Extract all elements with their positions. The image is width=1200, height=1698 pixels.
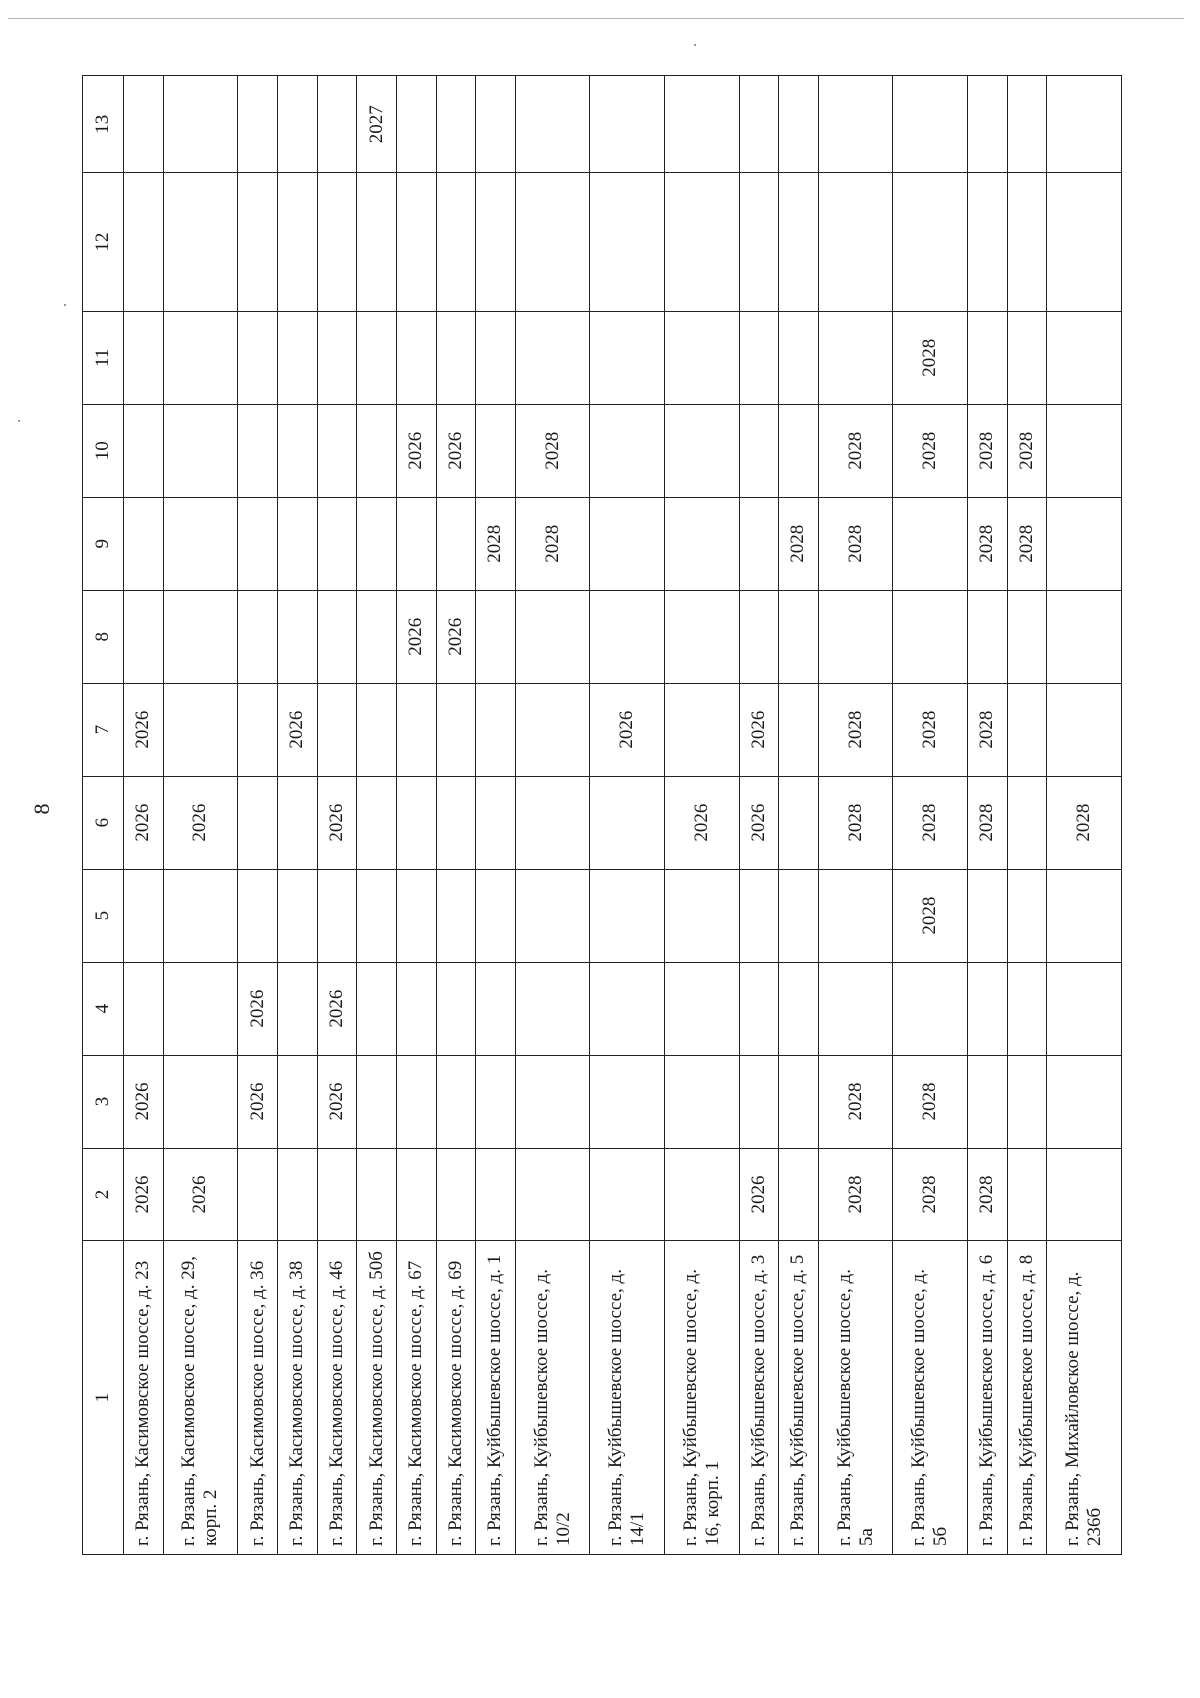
year-cell xyxy=(357,404,397,497)
year-cell xyxy=(357,173,397,311)
page-number: 8 xyxy=(29,803,54,815)
year-cell xyxy=(893,962,968,1055)
year-cell xyxy=(357,311,397,404)
year-cell xyxy=(436,1148,476,1241)
year-cell: 2026 xyxy=(739,1148,779,1241)
address-cell: г. Рязань, Куйбышевское шоссе, д. 1 xyxy=(476,1241,516,1555)
year-cell xyxy=(238,1148,278,1241)
year-cell xyxy=(277,962,317,1055)
year-cell xyxy=(277,497,317,590)
table-row xyxy=(357,76,397,1555)
year-cell xyxy=(396,1055,436,1148)
year-cell xyxy=(893,590,968,683)
year-cell xyxy=(163,683,238,776)
year-cell xyxy=(476,590,516,683)
year-cell: 2026 xyxy=(124,1148,164,1241)
table-row xyxy=(1047,76,1122,1555)
column-header-1: 1 xyxy=(83,1241,124,1555)
year-cell: 2026 xyxy=(396,404,436,497)
year-cell: 2028 xyxy=(779,497,819,590)
year-cell xyxy=(124,869,164,962)
year-cell xyxy=(893,497,968,590)
year-cell: 2028 xyxy=(893,683,968,776)
year-cell xyxy=(476,869,516,962)
year-cell xyxy=(396,683,436,776)
year-cell: 2028 xyxy=(818,776,893,869)
year-cell xyxy=(1007,683,1047,776)
year-cell xyxy=(357,1148,397,1241)
year-cell: 2028 xyxy=(1047,776,1122,869)
address-cell: г. Рязань, Куйбышевское шоссе, д. 5а xyxy=(818,1241,893,1555)
year-cell xyxy=(664,1148,739,1241)
year-cell xyxy=(515,962,590,1055)
year-cell xyxy=(277,1148,317,1241)
scan-edge-line xyxy=(8,18,1184,19)
year-cell: 2028 xyxy=(818,404,893,497)
year-cell xyxy=(590,869,665,962)
year-cell xyxy=(1047,76,1122,173)
year-cell xyxy=(357,590,397,683)
table-row xyxy=(163,76,238,1555)
year-cell xyxy=(739,311,779,404)
year-cell xyxy=(277,590,317,683)
table-row xyxy=(238,76,278,1555)
year-cell xyxy=(317,1148,357,1241)
schedule-table xyxy=(82,75,1122,1555)
year-cell xyxy=(476,173,516,311)
year-cell: 2026 xyxy=(664,776,739,869)
year-cell: 2028 xyxy=(893,776,968,869)
year-cell xyxy=(664,173,739,311)
year-cell xyxy=(590,962,665,1055)
year-cell xyxy=(1007,311,1047,404)
year-cell xyxy=(163,590,238,683)
year-cell: 2028 xyxy=(967,683,1007,776)
year-cell: 2028 xyxy=(893,1148,968,1241)
year-cell xyxy=(317,869,357,962)
year-cell xyxy=(1047,1148,1122,1241)
year-cell xyxy=(1047,962,1122,1055)
year-cell xyxy=(1007,590,1047,683)
year-cell xyxy=(664,311,739,404)
year-cell xyxy=(357,869,397,962)
year-cell xyxy=(277,76,317,173)
year-cell xyxy=(124,497,164,590)
year-cell xyxy=(436,1055,476,1148)
address-cell: г. Рязань, Куйбышевское шоссе, д. 14/1 xyxy=(590,1241,665,1555)
year-cell xyxy=(317,590,357,683)
year-cell xyxy=(590,497,665,590)
year-cell xyxy=(357,776,397,869)
year-cell: 2028 xyxy=(967,1148,1007,1241)
table-row xyxy=(476,76,516,1555)
year-cell xyxy=(1047,590,1122,683)
column-header-12: 12 xyxy=(83,173,124,311)
year-cell xyxy=(396,497,436,590)
year-cell xyxy=(739,962,779,1055)
table-row xyxy=(277,76,317,1555)
address-cell: г. Рязань, Куйбышевское шоссе, д. 6 xyxy=(967,1241,1007,1555)
year-cell: 2026 xyxy=(163,776,238,869)
year-cell xyxy=(590,76,665,173)
year-cell: 2028 xyxy=(818,1055,893,1148)
year-cell xyxy=(436,962,476,1055)
year-cell xyxy=(779,776,819,869)
year-cell: 2028 xyxy=(967,776,1007,869)
year-cell xyxy=(163,76,238,173)
year-cell xyxy=(779,590,819,683)
year-cell: 2026 xyxy=(124,776,164,869)
address-cell: г. Рязань, Касимовское шоссе, д. 23 xyxy=(124,1241,164,1555)
address-cell: г. Рязань, Касимовское шоссе, д. 69 xyxy=(436,1241,476,1555)
year-cell xyxy=(436,173,476,311)
year-cell xyxy=(590,776,665,869)
year-cell: 2028 xyxy=(476,497,516,590)
year-cell: 2026 xyxy=(238,962,278,1055)
table-header-row xyxy=(83,76,124,1555)
year-cell xyxy=(277,311,317,404)
year-cell: 2026 xyxy=(124,683,164,776)
year-cell xyxy=(163,962,238,1055)
year-cell xyxy=(396,776,436,869)
year-cell: 2026 xyxy=(436,590,476,683)
year-cell: 2026 xyxy=(739,683,779,776)
address-cell: г. Рязань, Касимовское шоссе, д. 38 xyxy=(277,1241,317,1555)
table-row xyxy=(436,76,476,1555)
column-header-10: 10 xyxy=(83,404,124,497)
year-cell xyxy=(818,590,893,683)
year-cell xyxy=(396,869,436,962)
address-cell: г. Рязань, Куйбышевское шоссе, д. 8 xyxy=(1007,1241,1047,1555)
year-cell xyxy=(436,76,476,173)
column-header-2: 2 xyxy=(83,1148,124,1241)
year-cell xyxy=(1047,683,1122,776)
year-cell xyxy=(515,311,590,404)
year-cell: 2026 xyxy=(436,404,476,497)
year-cell xyxy=(277,869,317,962)
year-cell xyxy=(779,1148,819,1241)
address-cell: г. Рязань, Касимовское шоссе, д. 67 xyxy=(396,1241,436,1555)
year-cell xyxy=(515,683,590,776)
year-cell xyxy=(1007,1055,1047,1148)
year-cell xyxy=(818,962,893,1055)
year-cell xyxy=(1047,1055,1122,1148)
year-cell xyxy=(163,311,238,404)
table-row xyxy=(739,76,779,1555)
year-cell xyxy=(163,1055,238,1148)
year-cell: 2026 xyxy=(317,776,357,869)
year-cell: 2026 xyxy=(277,683,317,776)
year-cell xyxy=(476,1148,516,1241)
year-cell: 2026 xyxy=(396,590,436,683)
year-cell xyxy=(1007,869,1047,962)
year-cell: 2027 xyxy=(357,76,397,173)
year-cell: 2028 xyxy=(818,683,893,776)
year-cell xyxy=(238,173,278,311)
year-cell xyxy=(779,962,819,1055)
year-cell xyxy=(1047,311,1122,404)
year-cell xyxy=(515,76,590,173)
year-cell xyxy=(967,173,1007,311)
year-cell xyxy=(317,497,357,590)
year-cell xyxy=(779,76,819,173)
year-cell xyxy=(317,311,357,404)
year-cell xyxy=(664,404,739,497)
year-cell: 2028 xyxy=(818,1148,893,1241)
year-cell: 2028 xyxy=(515,497,590,590)
year-cell xyxy=(124,311,164,404)
year-cell xyxy=(779,404,819,497)
column-header-4: 4 xyxy=(83,962,124,1055)
column-header-11: 11 xyxy=(83,311,124,404)
year-cell xyxy=(967,1055,1007,1148)
year-cell xyxy=(779,173,819,311)
year-cell xyxy=(739,76,779,173)
year-cell xyxy=(238,311,278,404)
table-row xyxy=(818,76,893,1555)
year-cell xyxy=(515,590,590,683)
year-cell: 2028 xyxy=(967,497,1007,590)
year-cell: 2026 xyxy=(238,1055,278,1148)
year-cell xyxy=(664,683,739,776)
year-cell: 2026 xyxy=(317,962,357,1055)
table-row xyxy=(317,76,357,1555)
year-cell xyxy=(664,590,739,683)
year-cell xyxy=(238,76,278,173)
year-cell xyxy=(967,76,1007,173)
year-cell xyxy=(476,76,516,173)
year-cell xyxy=(967,962,1007,1055)
year-cell xyxy=(238,869,278,962)
year-cell xyxy=(818,76,893,173)
table-row xyxy=(515,76,590,1555)
year-cell xyxy=(818,173,893,311)
year-cell xyxy=(779,1055,819,1148)
year-cell xyxy=(590,173,665,311)
year-cell xyxy=(163,404,238,497)
year-cell xyxy=(277,776,317,869)
year-cell: 2028 xyxy=(893,869,968,962)
year-cell xyxy=(396,76,436,173)
year-cell xyxy=(1047,173,1122,311)
year-cell xyxy=(590,1055,665,1148)
year-cell xyxy=(163,497,238,590)
address-cell: г. Рязань, Куйбышевское шоссе, д. 3 xyxy=(739,1241,779,1555)
year-cell xyxy=(396,962,436,1055)
column-header-9: 9 xyxy=(83,497,124,590)
year-cell: 2028 xyxy=(1007,497,1047,590)
year-cell xyxy=(124,962,164,1055)
table-row xyxy=(779,76,819,1555)
year-cell xyxy=(476,776,516,869)
year-cell xyxy=(317,173,357,311)
table-row xyxy=(664,76,739,1555)
address-cell: г. Рязань, Касимовское шоссе, д. 46 xyxy=(317,1241,357,1555)
scan-speck xyxy=(694,44,696,46)
year-cell: 2028 xyxy=(893,311,968,404)
year-cell xyxy=(357,962,397,1055)
year-cell xyxy=(664,962,739,1055)
year-cell xyxy=(124,173,164,311)
table-row xyxy=(967,76,1007,1555)
year-cell xyxy=(779,311,819,404)
year-cell xyxy=(396,311,436,404)
year-cell xyxy=(238,497,278,590)
scan-speck xyxy=(18,420,20,422)
year-cell xyxy=(124,590,164,683)
year-cell xyxy=(476,1055,516,1148)
year-cell: 2028 xyxy=(893,404,968,497)
year-cell xyxy=(515,869,590,962)
year-cell xyxy=(277,173,317,311)
year-cell xyxy=(1007,776,1047,869)
year-cell xyxy=(1047,404,1122,497)
year-cell xyxy=(515,1148,590,1241)
year-cell xyxy=(357,683,397,776)
year-cell xyxy=(967,311,1007,404)
year-cell xyxy=(590,1148,665,1241)
year-cell: 2026 xyxy=(739,776,779,869)
year-cell xyxy=(277,404,317,497)
address-cell: г. Рязань, Михайловское шоссе, д. 236б xyxy=(1047,1241,1122,1555)
year-cell xyxy=(1007,173,1047,311)
year-cell xyxy=(1047,869,1122,962)
address-cell: г. Рязань, Касимовское шоссе, д. 29, корп. 2 xyxy=(163,1241,238,1555)
year-cell: 2026 xyxy=(124,1055,164,1148)
year-cell xyxy=(238,404,278,497)
year-cell xyxy=(476,962,516,1055)
year-cell xyxy=(515,1055,590,1148)
year-cell xyxy=(739,497,779,590)
year-cell: 2028 xyxy=(515,404,590,497)
year-cell xyxy=(1007,1148,1047,1241)
year-cell: 2026 xyxy=(590,683,665,776)
address-cell: г. Рязань, Касимовское шоссе, д. 36 xyxy=(238,1241,278,1555)
year-cell: 2028 xyxy=(893,1055,968,1148)
year-cell xyxy=(590,404,665,497)
year-cell: 2026 xyxy=(317,1055,357,1148)
year-cell xyxy=(515,173,590,311)
table-row xyxy=(396,76,436,1555)
table-body xyxy=(124,76,1122,1555)
year-cell: 2028 xyxy=(818,497,893,590)
year-cell xyxy=(664,869,739,962)
address-cell: г. Рязань, Куйбышевское шоссе, д. 5б xyxy=(893,1241,968,1555)
year-cell xyxy=(739,404,779,497)
year-cell xyxy=(436,683,476,776)
column-header-5: 5 xyxy=(83,869,124,962)
year-cell xyxy=(664,497,739,590)
year-cell xyxy=(476,311,516,404)
year-cell xyxy=(818,311,893,404)
year-cell xyxy=(664,76,739,173)
year-cell xyxy=(436,869,476,962)
year-cell xyxy=(1007,962,1047,1055)
year-cell xyxy=(317,404,357,497)
year-cell: 2028 xyxy=(967,404,1007,497)
column-header-7: 7 xyxy=(83,683,124,776)
year-cell xyxy=(238,683,278,776)
column-header-6: 6 xyxy=(83,776,124,869)
year-cell xyxy=(515,776,590,869)
address-cell: г. Рязань, Касимовское шоссе, д. 50б xyxy=(357,1241,397,1555)
year-cell xyxy=(779,683,819,776)
address-cell: г. Рязань, Куйбышевское шоссе, д. 10/2 xyxy=(515,1241,590,1555)
column-header-13: 13 xyxy=(83,76,124,173)
year-cell xyxy=(893,173,968,311)
scan-speck xyxy=(64,304,66,306)
year-cell: 2026 xyxy=(163,1148,238,1241)
year-cell xyxy=(124,76,164,173)
address-cell: г. Рязань, Куйбышевское шоссе, д. 16, корп. 1 xyxy=(664,1241,739,1555)
year-cell xyxy=(476,683,516,776)
rotated-table-container xyxy=(82,75,1122,1555)
year-cell xyxy=(893,76,968,173)
table-row xyxy=(1007,76,1047,1555)
year-cell xyxy=(739,869,779,962)
year-cell xyxy=(476,404,516,497)
table-row xyxy=(893,76,968,1555)
column-header-8: 8 xyxy=(83,590,124,683)
year-cell xyxy=(818,869,893,962)
year-cell xyxy=(779,869,819,962)
year-cell xyxy=(1007,76,1047,173)
year-cell xyxy=(396,173,436,311)
year-cell xyxy=(396,1148,436,1241)
year-cell xyxy=(1047,497,1122,590)
table-row xyxy=(124,76,164,1555)
year-cell xyxy=(277,1055,317,1148)
year-cell xyxy=(739,173,779,311)
year-cell xyxy=(238,590,278,683)
year-cell: 2028 xyxy=(1007,404,1047,497)
table-row xyxy=(590,76,665,1555)
year-cell xyxy=(967,590,1007,683)
year-cell xyxy=(436,497,476,590)
year-cell xyxy=(590,590,665,683)
year-cell xyxy=(436,776,476,869)
year-cell xyxy=(317,683,357,776)
year-cell xyxy=(163,173,238,311)
year-cell xyxy=(238,776,278,869)
year-cell xyxy=(436,311,476,404)
year-cell xyxy=(739,590,779,683)
year-cell xyxy=(967,869,1007,962)
year-cell xyxy=(664,1055,739,1148)
year-cell xyxy=(163,869,238,962)
year-cell xyxy=(124,404,164,497)
year-cell xyxy=(357,1055,397,1148)
year-cell xyxy=(739,1055,779,1148)
year-cell xyxy=(317,76,357,173)
year-cell xyxy=(590,311,665,404)
year-cell xyxy=(357,497,397,590)
address-cell: г. Рязань, Куйбышевское шоссе, д. 5 xyxy=(779,1241,819,1555)
column-header-3: 3 xyxy=(83,1055,124,1148)
